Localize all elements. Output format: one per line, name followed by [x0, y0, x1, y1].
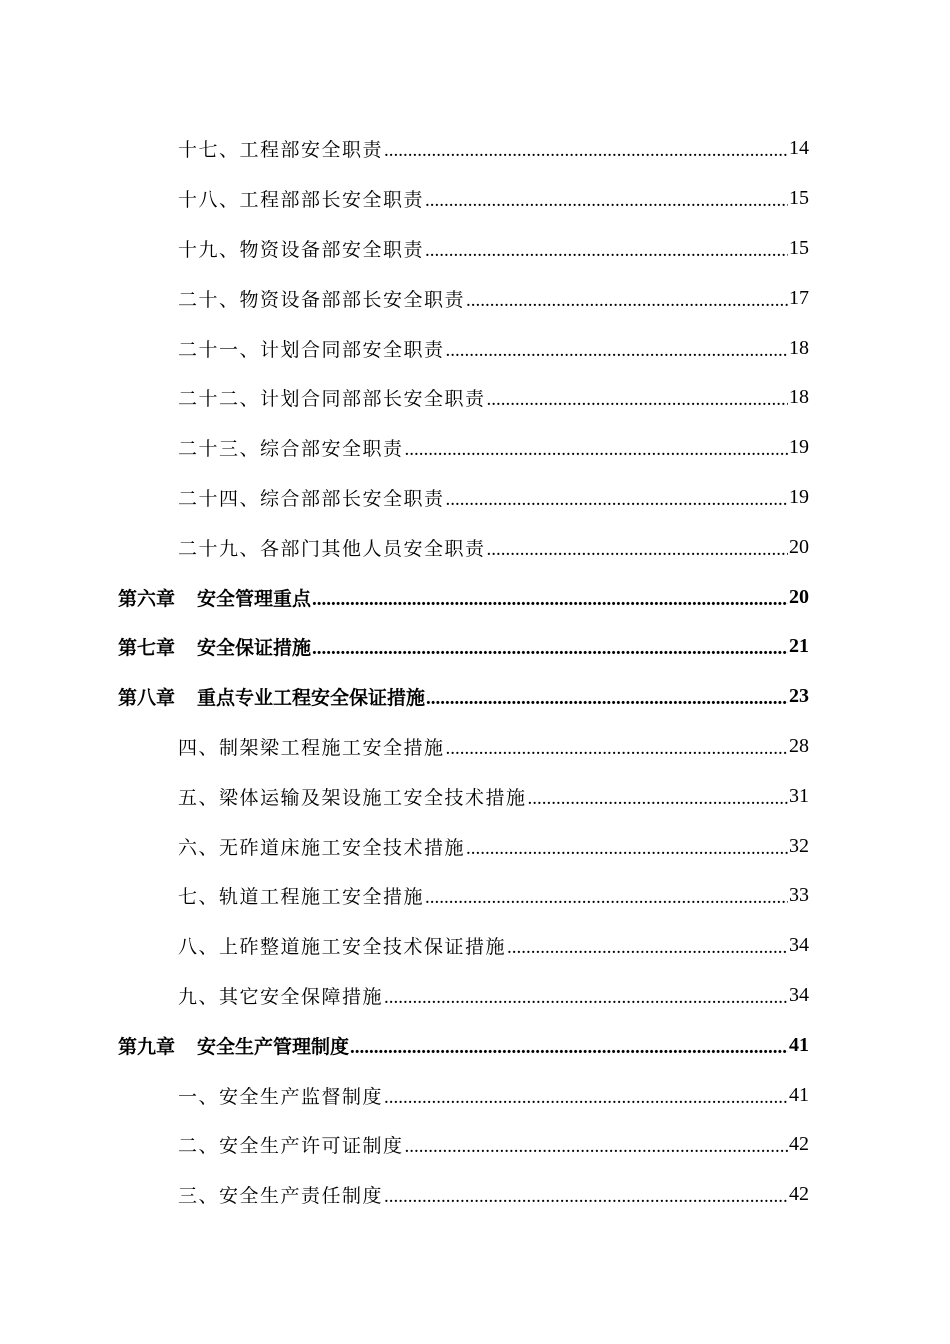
toc-chapter-entry[interactable]	[0, 1020, 950, 1070]
toc-page-number: 41	[789, 1033, 809, 1056]
toc-page-number: 15	[789, 236, 809, 259]
toc-entry[interactable]	[0, 522, 950, 572]
toc-page-number: 32	[789, 834, 809, 857]
toc-leader-dots	[426, 689, 788, 708]
toc-entry-title: 二、安全生产许可证制度	[178, 1135, 404, 1158]
toc-page-number: 21	[789, 635, 809, 658]
toc-chapter-entry[interactable]	[0, 572, 950, 622]
toc-entry[interactable]	[0, 124, 950, 174]
toc-entry[interactable]	[0, 1170, 950, 1220]
toc-entry[interactable]	[0, 423, 950, 473]
toc-chapter-heading	[118, 683, 425, 710]
toc-leader-dots	[507, 938, 788, 957]
toc-chapter-title: 安全管理重点	[197, 587, 312, 610]
toc-page-number: 17	[789, 286, 809, 309]
toc-entry[interactable]	[0, 373, 950, 423]
toc-page-number: 14	[789, 137, 809, 160]
toc-chapter-title: 重点专业工程安全保证措施	[197, 687, 426, 710]
toc-chapter-number: 第八章	[118, 687, 176, 710]
toc-entry[interactable]	[0, 971, 950, 1021]
toc-chapter-number: 第七章	[118, 637, 176, 660]
toc-leader-dots	[312, 590, 788, 609]
toc-chapter-heading	[118, 584, 311, 611]
toc-leader-dots	[405, 440, 788, 459]
toc-chapter-title: 安全生产管理制度	[197, 1035, 350, 1058]
table-of-contents	[0, 124, 950, 1220]
toc-entry[interactable]	[0, 821, 950, 871]
toc-leader-dots	[350, 1038, 788, 1057]
toc-entry-title: 十九、物资设备部安全职责	[178, 238, 425, 261]
toc-entry-title: 八、上砟整道施工安全技术保证措施	[178, 936, 507, 959]
toc-leader-dots	[425, 241, 788, 260]
toc-entry-title: 十七、工程部安全职责	[178, 139, 384, 162]
toc-leader-dots	[446, 739, 788, 758]
toc-entry[interactable]	[0, 323, 950, 373]
toc-entry-title: 七、轨道工程施工安全措施	[178, 886, 425, 909]
toc-entry-title: 十八、工程部部长安全职责	[178, 189, 425, 212]
toc-leader-dots	[384, 1088, 788, 1107]
toc-page-number: 33	[789, 884, 809, 907]
toc-chapter-heading	[118, 1032, 349, 1059]
toc-leader-dots	[487, 390, 788, 409]
toc-page-number: 20	[789, 585, 809, 608]
toc-entry[interactable]	[0, 273, 950, 323]
toc-entry[interactable]	[0, 473, 950, 523]
toc-leader-dots	[384, 1187, 788, 1206]
toc-leader-dots	[312, 639, 788, 658]
toc-entry[interactable]	[0, 771, 950, 821]
toc-entry[interactable]	[0, 722, 950, 772]
toc-page-number: 19	[789, 485, 809, 508]
toc-leader-dots	[466, 291, 788, 310]
toc-entry-title: 二十四、综合部部长安全职责	[178, 487, 445, 510]
toc-entry-title: 五、梁体运输及架设施工安全技术措施	[178, 786, 527, 809]
toc-entry-title: 一、安全生产监督制度	[178, 1085, 384, 1108]
toc-leader-dots	[425, 888, 788, 907]
toc-leader-dots	[405, 1137, 788, 1156]
toc-leader-dots	[528, 789, 788, 808]
toc-entry-title: 四、制架梁工程施工安全措施	[178, 736, 445, 759]
toc-page-number: 18	[789, 386, 809, 409]
toc-chapter-number: 第六章	[118, 587, 176, 610]
toc-page-number: 18	[789, 336, 809, 359]
toc-page-number: 34	[789, 983, 809, 1006]
toc-page-number: 19	[789, 436, 809, 459]
toc-leader-dots	[487, 540, 788, 559]
toc-entry-title: 二十一、计划合同部安全职责	[178, 338, 445, 361]
toc-entry[interactable]	[0, 921, 950, 971]
toc-entry-title: 九、其它安全保障措施	[178, 985, 384, 1008]
toc-page-number: 28	[789, 734, 809, 757]
toc-chapter-heading	[118, 633, 311, 660]
toc-leader-dots	[446, 341, 788, 360]
toc-leader-dots	[466, 839, 788, 858]
toc-entry-title: 二十三、综合部安全职责	[178, 438, 404, 461]
toc-entry[interactable]	[0, 174, 950, 224]
toc-page-number: 23	[789, 685, 809, 708]
toc-entry[interactable]	[0, 871, 950, 921]
toc-chapter-entry[interactable]	[0, 622, 950, 672]
toc-leader-dots	[384, 988, 788, 1007]
toc-leader-dots	[384, 141, 788, 160]
toc-leader-dots	[425, 191, 788, 210]
toc-chapter-number: 第九章	[118, 1035, 176, 1058]
toc-chapter-title: 安全保证措施	[197, 637, 312, 660]
toc-entry[interactable]	[0, 1120, 950, 1170]
toc-page-number: 34	[789, 934, 809, 957]
toc-page-number: 42	[789, 1133, 809, 1156]
toc-chapter-entry[interactable]	[0, 672, 950, 722]
toc-page-number: 31	[789, 784, 809, 807]
toc-entry-title: 二十九、各部门其他人员安全职责	[178, 537, 486, 560]
toc-entry-title: 六、无砟道床施工安全技术措施	[178, 836, 466, 859]
toc-page-number: 15	[789, 187, 809, 210]
toc-entry-title: 二十、物资设备部部长安全职责	[178, 288, 466, 311]
toc-entry[interactable]	[0, 1070, 950, 1120]
toc-entry-title: 二十二、计划合同部部长安全职责	[178, 388, 486, 411]
toc-entry-title: 三、安全生产责任制度	[178, 1185, 384, 1208]
toc-page-number: 42	[789, 1183, 809, 1206]
toc-page-number: 41	[789, 1083, 809, 1106]
toc-page-number: 20	[789, 535, 809, 558]
toc-leader-dots	[446, 490, 788, 509]
toc-entry[interactable]	[0, 224, 950, 274]
